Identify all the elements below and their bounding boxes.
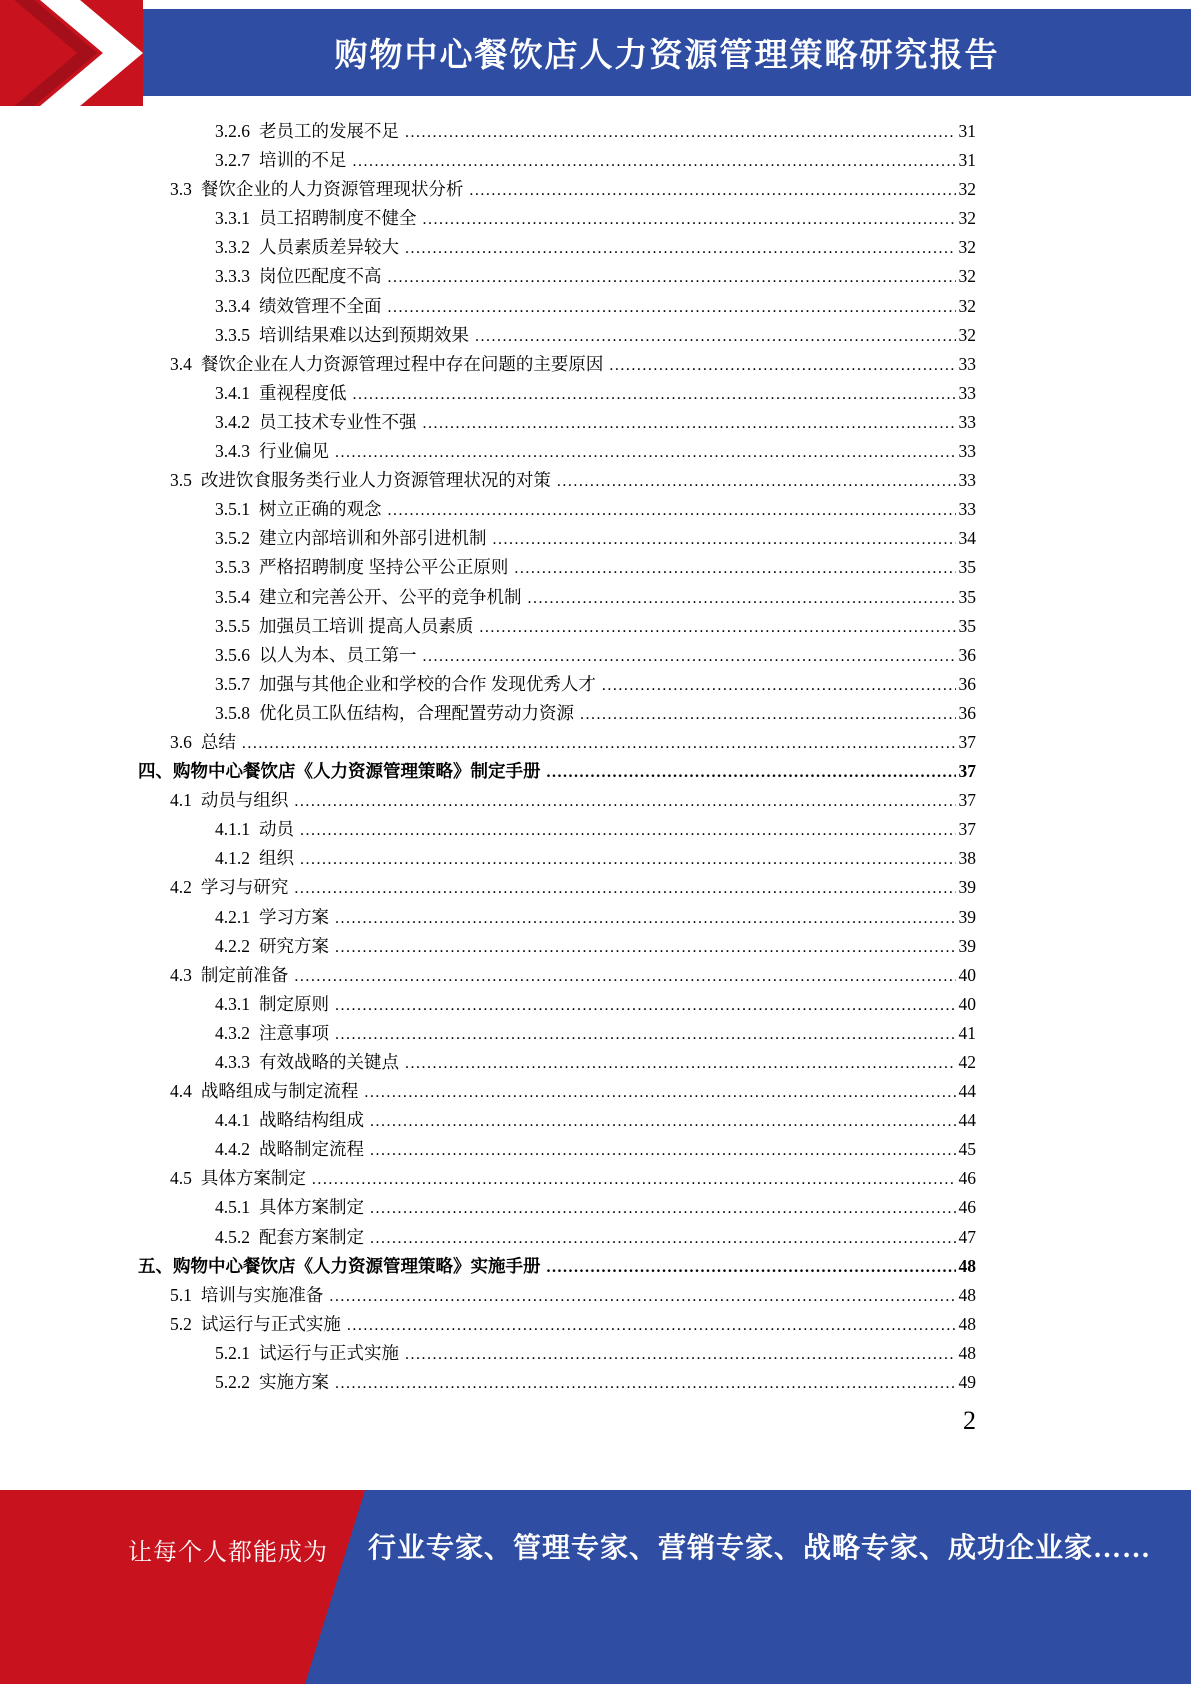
toc-entry-page: 37 [958,790,976,811]
toc-entry-page: 44 [958,1110,976,1131]
toc-entry[interactable] [138,1223,976,1252]
toc-entry-number: 3.3.5 [215,324,250,345]
toc-entry[interactable] [138,990,976,1019]
toc-entry-page: 48 [958,1284,976,1305]
toc-dot-leader [370,1135,956,1165]
toc-entry-number: 3.5.6 [215,644,250,665]
toc-entry[interactable] [138,844,976,873]
table-of-contents [138,117,976,1397]
toc-entry-title: 改进饮食服务类行业人力资源管理状况的对策 [200,470,551,491]
toc-entry-number: 3.4.1 [215,382,250,403]
toc-dot-leader [388,262,956,292]
toc-entry-page: 45 [958,1139,976,1160]
toc-dot-leader [405,117,956,147]
toc-dot-leader [294,961,955,991]
toc-entry-page: 33 [958,499,976,520]
toc-entry-number: 4.3 [170,964,192,985]
toc-entry[interactable] [138,204,976,233]
toc-entry[interactable] [138,1193,976,1222]
toc-entry-title: 购物中心餐饮店《人力资源管理策略》实施手册 [173,1255,541,1276]
toc-entry-title: 重视程度低 [259,382,347,403]
toc-entry[interactable] [138,321,976,350]
toc-entry-number: 3.5.3 [215,557,250,578]
toc-dot-leader [353,379,956,409]
toc-entry-page: 42 [958,1052,976,1072]
report-title: 购物中心餐饮店人力资源管理策略研究报告 [334,36,1000,73]
toc-entry-title: 行业偏见 [259,441,329,462]
toc-entry-number: 3.5.1 [215,499,250,520]
toc-entry[interactable] [138,495,976,524]
toc-entry[interactable] [138,786,976,815]
toc-dot-leader [493,524,956,554]
toc-entry[interactable] [138,1339,976,1368]
toc-entry[interactable] [138,1310,976,1339]
toc-entry-page: 37 [958,761,976,782]
toc-entry[interactable] [138,1106,976,1135]
toc-entry-title: 注意事项 [259,1022,329,1043]
toc-entry-title: 培训与实施准备 [200,1284,324,1305]
toc-entry-page: 48 [958,1255,976,1276]
toc-dot-leader [475,321,956,351]
toc-entry-number: 3.5.5 [215,615,250,636]
footer-slogan-right: 行业专家、管理专家、营销专家、战略专家、成功企业家…… [368,1533,1152,1564]
toc-entry[interactable] [138,1048,976,1077]
toc-entry-number: 4.3.1 [215,993,250,1014]
toc-entry-title: 岗位匹配度不高 [259,266,382,287]
toc-entry[interactable] [138,175,976,204]
toc-entry[interactable] [138,932,976,961]
toc-entry-title: 学习与研究 [200,877,289,898]
brand-arrow-icon [0,0,143,106]
toc-entry-page: 40 [958,993,976,1014]
toc-dot-leader [370,1106,956,1136]
toc-entry-page: 47 [958,1226,976,1247]
toc-dot-leader [353,146,956,176]
toc-dot-leader [364,1077,955,1107]
toc-entry-title: 战略结构组成 [259,1110,364,1131]
toc-dot-leader [294,873,955,903]
toc-dot-leader [294,786,955,816]
toc-entry-number: 3.3.1 [215,208,250,229]
toc-entry[interactable] [138,1252,976,1281]
toc-entry-page: 39 [958,906,976,927]
toc-entry[interactable] [138,757,976,786]
toc-entry-number: 4.3.3 [215,1052,250,1072]
toc-entry-number: 3.6 [170,731,192,752]
toc-entry-page: 39 [958,877,976,898]
toc-entry-number: 4.5.2 [215,1226,250,1247]
toc-entry[interactable] [138,408,976,437]
toc-entry-page: 33 [958,441,976,462]
toc-entry-title: 动员 [259,819,294,840]
toc-entry-title: 制定前准备 [200,964,289,985]
toc-dot-leader [335,437,956,467]
toc-dot-leader [312,1164,956,1194]
toc-entry[interactable] [138,117,976,146]
toc-entry-title: 老员工的发展不足 [259,121,399,141]
toc-dot-leader [514,553,955,583]
toc-entry-title: 试运行与正式实施 [200,1313,341,1334]
toc-entry-title: 绩效管理不全面 [259,295,382,316]
toc-dot-leader [423,204,956,234]
toc-entry-page: 46 [958,1197,976,1218]
toc-dot-leader [469,175,955,205]
toc-entry-number: 3.3.2 [215,237,250,258]
toc-entry-title: 建立内部培训和外部引进机制 [259,528,487,549]
toc-entry-number: 3.5.7 [215,673,250,694]
toc-entry[interactable] [138,350,976,379]
toc-entry-page: 37 [958,819,976,840]
toc-dot-leader [602,670,956,700]
toc-dot-leader [242,728,956,758]
toc-entry[interactable] [138,873,976,902]
toc-dot-leader [423,408,956,438]
toc-entry-title: 以人为本、员工第一 [259,644,417,665]
toc-entry-page: 32 [958,237,976,258]
toc-entry-page: 34 [958,528,976,549]
toc-entry-number: 4.2 [170,877,192,898]
toc-entry-number: 3.3.3 [215,266,250,287]
toc-entry[interactable] [138,961,976,990]
toc-entry[interactable] [138,1077,976,1106]
toc-entry-page: 32 [958,179,976,200]
toc-entry[interactable] [138,379,976,408]
toc-entry-title: 加强与其他企业和学校的合作 发现优秀人才 [259,673,596,694]
toc-dot-leader [300,815,956,845]
toc-entry-page: 32 [958,266,976,287]
page-number: 2 [963,1406,976,1435]
toc-entry-title: 餐饮企业的人力资源管理现状分析 [200,179,464,200]
toc-entry-number: 4.5.1 [215,1197,250,1218]
toc-entry-page: 32 [958,324,976,345]
toc-entry-number: 4.3.2 [215,1022,250,1043]
toc-entry-title: 人员素质差异较大 [259,237,399,258]
toc-dot-leader [609,350,955,380]
toc-dot-leader [479,612,955,642]
toc-entry-page: 48 [958,1313,976,1334]
toc-entry-page: 36 [958,702,976,723]
toc-entry-page: 39 [958,935,976,956]
toc-entry-number: 4.1.2 [215,848,250,869]
toc-dot-leader [405,1339,956,1369]
toc-entry[interactable] [138,233,976,262]
toc-entry-number: 4.4.1 [215,1110,250,1131]
toc-entry-page: 33 [958,353,976,374]
toc-entry-number: 5.1 [170,1284,192,1305]
toc-entry-page: 40 [958,964,976,985]
toc-dot-leader [405,233,956,263]
toc-dot-leader [557,466,956,496]
footer-red-shape [0,1490,1191,1684]
toc-entry-number: 5.2.2 [215,1372,250,1393]
toc-entry[interactable] [138,728,976,757]
toc-entry-title: 建立和完善公开、公平的竞争机制 [259,586,522,607]
toc-dot-leader [370,1193,956,1223]
toc-entry-page: 35 [958,586,976,607]
toc-entry-number: 3.3.4 [215,295,250,316]
toc-entry-title: 总结 [200,731,236,752]
toc-entry-page: 31 [958,121,976,141]
toc-entry-title: 购物中心餐饮店《人力资源管理策略》制定手册 [173,761,541,782]
toc-dot-leader [335,932,956,962]
toc-dot-leader [547,1252,956,1282]
toc-entry-page: 38 [958,848,976,869]
toc-entry[interactable] [138,1281,976,1310]
toc-entry-number: 4.2.1 [215,906,250,927]
toc-entry-number: 3.4.3 [215,441,250,462]
toc-entry-page: 44 [958,1081,976,1102]
toc-entry[interactable] [138,815,976,844]
toc-entry-number: 四、 [138,761,173,782]
toc-entry-number: 4.5 [170,1168,192,1189]
toc-entry-number: 4.4.2 [215,1139,250,1160]
toc-entry-number: 3.5.8 [215,702,250,723]
toc-dot-leader [370,1223,956,1253]
chevron-right-icon [0,0,143,106]
toc-entry[interactable] [138,612,976,641]
footer-slogan-left: 让每个人都能成为 [128,1539,328,1566]
toc-entry[interactable] [138,699,976,728]
toc-entry[interactable] [138,1019,976,1048]
toc-dot-leader [335,1368,956,1398]
toc-entry-number: 3.5.4 [215,586,250,607]
toc-entry-title: 员工技术专业性不强 [259,411,417,432]
toc-dot-leader [335,1019,956,1049]
toc-entry[interactable] [138,146,976,175]
toc-entry-title: 培训的不足 [259,150,347,171]
toc-entry-number: 3.2.6 [215,121,250,141]
toc-entry-title: 员工招聘制度不健全 [259,208,417,229]
toc-entry-title: 餐饮企业在人力资源管理过程中存在问题的主要原因 [200,353,604,374]
toc-entry-number: 5.2 [170,1313,192,1334]
toc-entry[interactable] [138,553,976,582]
toc-entry-title: 战略组成与制定流程 [200,1081,359,1102]
toc-entry-page: 41 [958,1022,976,1043]
toc-entry-page: 31 [958,150,976,171]
toc-entry-title: 严格招聘制度 坚持公平公正原则 [259,557,509,578]
toc-entry[interactable] [138,1164,976,1193]
toc-entry[interactable] [138,466,976,495]
toc-entry-number: 3.2.7 [215,150,250,171]
toc-entry-number: 4.4 [170,1081,192,1102]
toc-entry-title: 战略制定流程 [259,1139,364,1160]
toc-entry[interactable] [138,641,976,670]
toc-entry[interactable] [138,583,976,612]
toc-entry-page: 49 [958,1372,976,1393]
toc-entry-title: 实施方案 [259,1372,329,1393]
toc-entry-title: 试运行与正式实施 [259,1342,399,1363]
toc-dot-leader [580,699,956,729]
toc-dot-leader [347,1310,956,1340]
toc-entry-title: 动员与组织 [200,790,289,811]
toc-dot-leader [300,844,956,874]
toc-entry-page: 48 [958,1342,976,1363]
toc-entry-number: 3.5 [170,470,192,491]
toc-entry-title: 具体方案制定 [259,1197,364,1218]
toc-entry-page: 46 [958,1168,976,1189]
page-header [0,0,1191,106]
toc-entry-title: 培训结果难以达到预期效果 [259,324,469,345]
toc-entry-page: 32 [958,295,976,316]
toc-entry[interactable] [138,292,976,321]
toc-entry-number: 4.1 [170,790,192,811]
toc-dot-leader [405,1048,956,1078]
toc-entry-number: 五、 [138,1255,173,1276]
toc-entry-title: 具体方案制定 [200,1168,306,1189]
toc-entry-title: 组织 [259,848,294,869]
toc-dot-leader [388,292,956,322]
toc-dot-leader [528,583,956,613]
toc-entry-page: 35 [958,615,976,636]
toc-entry[interactable] [138,437,976,466]
toc-dot-leader [335,990,956,1020]
toc-entry-page: 33 [958,382,976,403]
toc-entry[interactable] [138,670,976,699]
toc-entry-number: 3.5.2 [215,528,250,549]
toc-entry-number: 4.1.1 [215,819,250,840]
toc-entry-title: 有效战略的关键点 [259,1052,399,1072]
toc-entry-title: 配套方案制定 [259,1226,364,1247]
toc-entry-title: 树立正确的观念 [259,499,382,520]
toc-entry-page: 36 [958,673,976,694]
toc-entry[interactable] [138,1135,976,1164]
toc-entry-title: 制定原则 [259,993,329,1014]
toc-entry-page: 32 [958,208,976,229]
toc-entry-page: 35 [958,557,976,578]
toc-entry[interactable] [138,262,976,291]
toc-dot-leader [547,757,956,787]
toc-entry-number: 3.4 [170,353,192,374]
toc-entry-number: 3.3 [170,179,192,200]
toc-entry-title: 优化员工队伍结构，合理配置劳动力资源 [259,702,574,723]
toc-entry-page: 33 [958,470,976,491]
toc-entry-page: 37 [958,731,976,752]
toc-dot-leader [388,495,956,525]
toc-dot-leader [423,641,956,671]
toc-entry-number: 3.4.2 [215,411,250,432]
toc-entry-page: 33 [958,411,976,432]
toc-entry-title: 研究方案 [259,935,329,956]
toc-dot-leader [329,1281,955,1311]
toc-entry-page: 36 [958,644,976,665]
toc-entry-title: 学习方案 [259,906,329,927]
toc-entry[interactable] [138,903,976,932]
toc-entry-title: 加强员工培训 提高人员素质 [259,615,474,636]
toc-entry[interactable] [138,524,976,553]
toc-entry[interactable] [138,1368,976,1397]
page-footer [0,1490,1191,1684]
toc-dot-leader [335,903,956,933]
toc-entry-number: 4.2.2 [215,935,250,956]
toc-entry-number: 5.2.1 [215,1342,250,1363]
